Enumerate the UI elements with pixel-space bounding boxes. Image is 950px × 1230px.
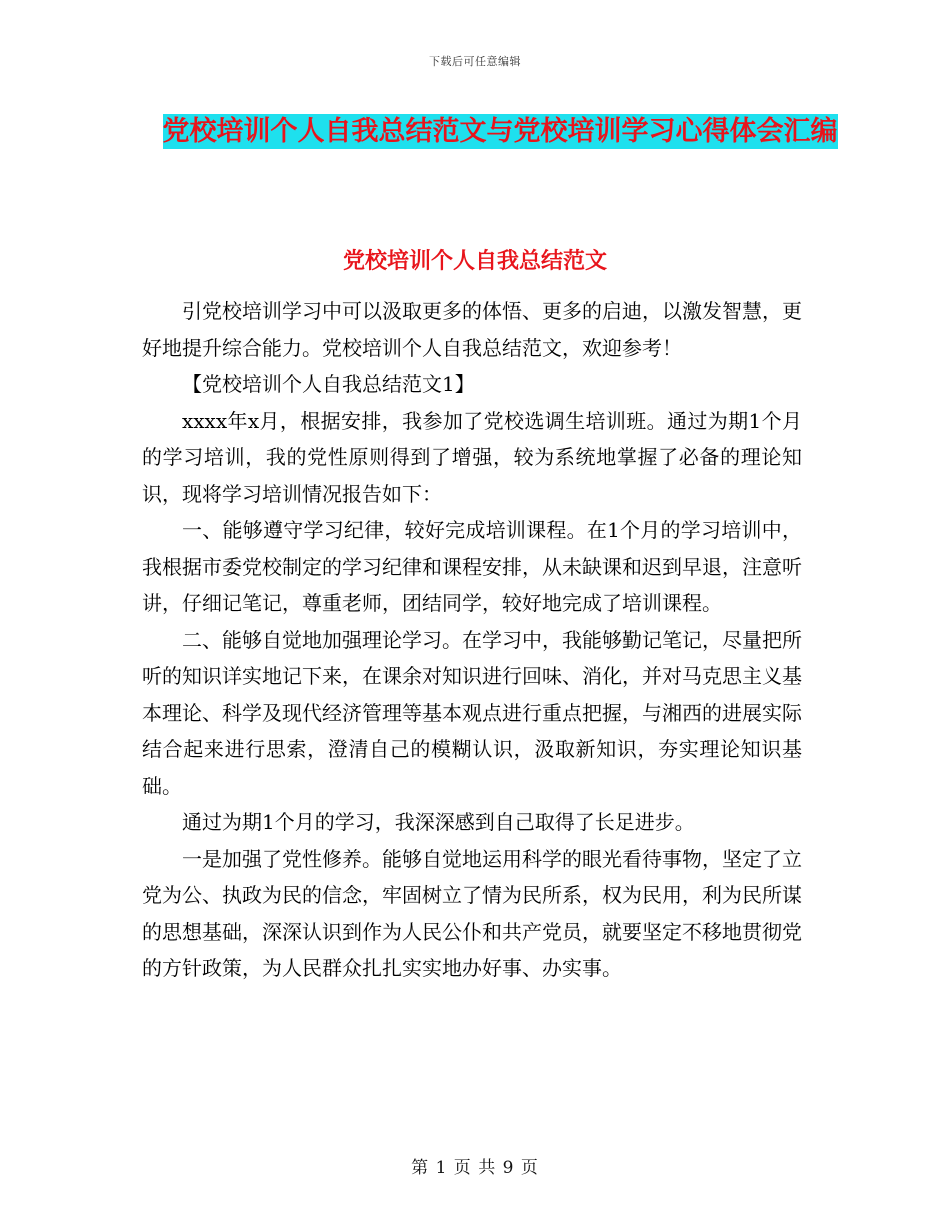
paragraph-heading: 【党校培训个人自我总结范文1】 [182, 372, 475, 396]
paragraph: 一是加强了党性修养。能够自觉地运用科学的眼光看待事物，坚定了立党为公、执政为民的信念，牢固树立了情为民所系，权为民用，利为民所谋的思想基础，深深认识到作为人民公仆和共产党员，就要坚定不移地贯彻党的方针政策，为人民群众扎扎实实地办好事、办实事。 [142, 846, 802, 980]
header-note: 下载后可任意编辑 [429, 55, 521, 68]
paragraph-intro: 引党校培训学习中可以汲取更多的体悟、更多的启迪，以激发智慧，更好地提升综合能力。党校培训个人自我总结范文，欢迎参考！ [142, 299, 802, 360]
paragraph: 通过为期1个月的学习，我深深感到自己取得了长足进步。 [182, 810, 695, 834]
document-title [140, 108, 860, 155]
paragraph: 一、能够遵守学习纪律，较好完成培训课程。在1个月的学习培训中，我根据市委党校制定的学习纪律和课程安排，从未缺课和迟到早退，注意听讲，仔细记笔记，尊重老师，团结同学，较好地完成了培训课程。 [142, 518, 802, 615]
body-text [142, 293, 802, 987]
paragraph: 二、能够自觉地加强理论学习。在学习中，我能够勤记笔记，尽量把所听的知识详实地记下来，在课余对知识进行回味、消化，并对马克思主义基本理论、科学及现代经济管理等基本观点进行重点把握，与湘西的进展实际结合起来进行思索，澄清自己的模糊认识，汲取新知识，夯实理论知识基础。 [142, 627, 802, 798]
section-title: 党校培训个人自我总结范文 [342, 249, 607, 274]
document-title-text: 党校培训个人自我总结范文与党校培训学习心得体会汇编 [162, 116, 838, 147]
paragraph: xxxx年x月，根据安排，我参加了党校选调生培训班。通过为期1个月的学习培训，我的党性原则得到了增强，较为系统地掌握了必备的理论知识，现将学习培训情况报告如下： [142, 408, 802, 506]
page-number-footer: 第 1 页 共 9 页 [411, 1158, 539, 1178]
